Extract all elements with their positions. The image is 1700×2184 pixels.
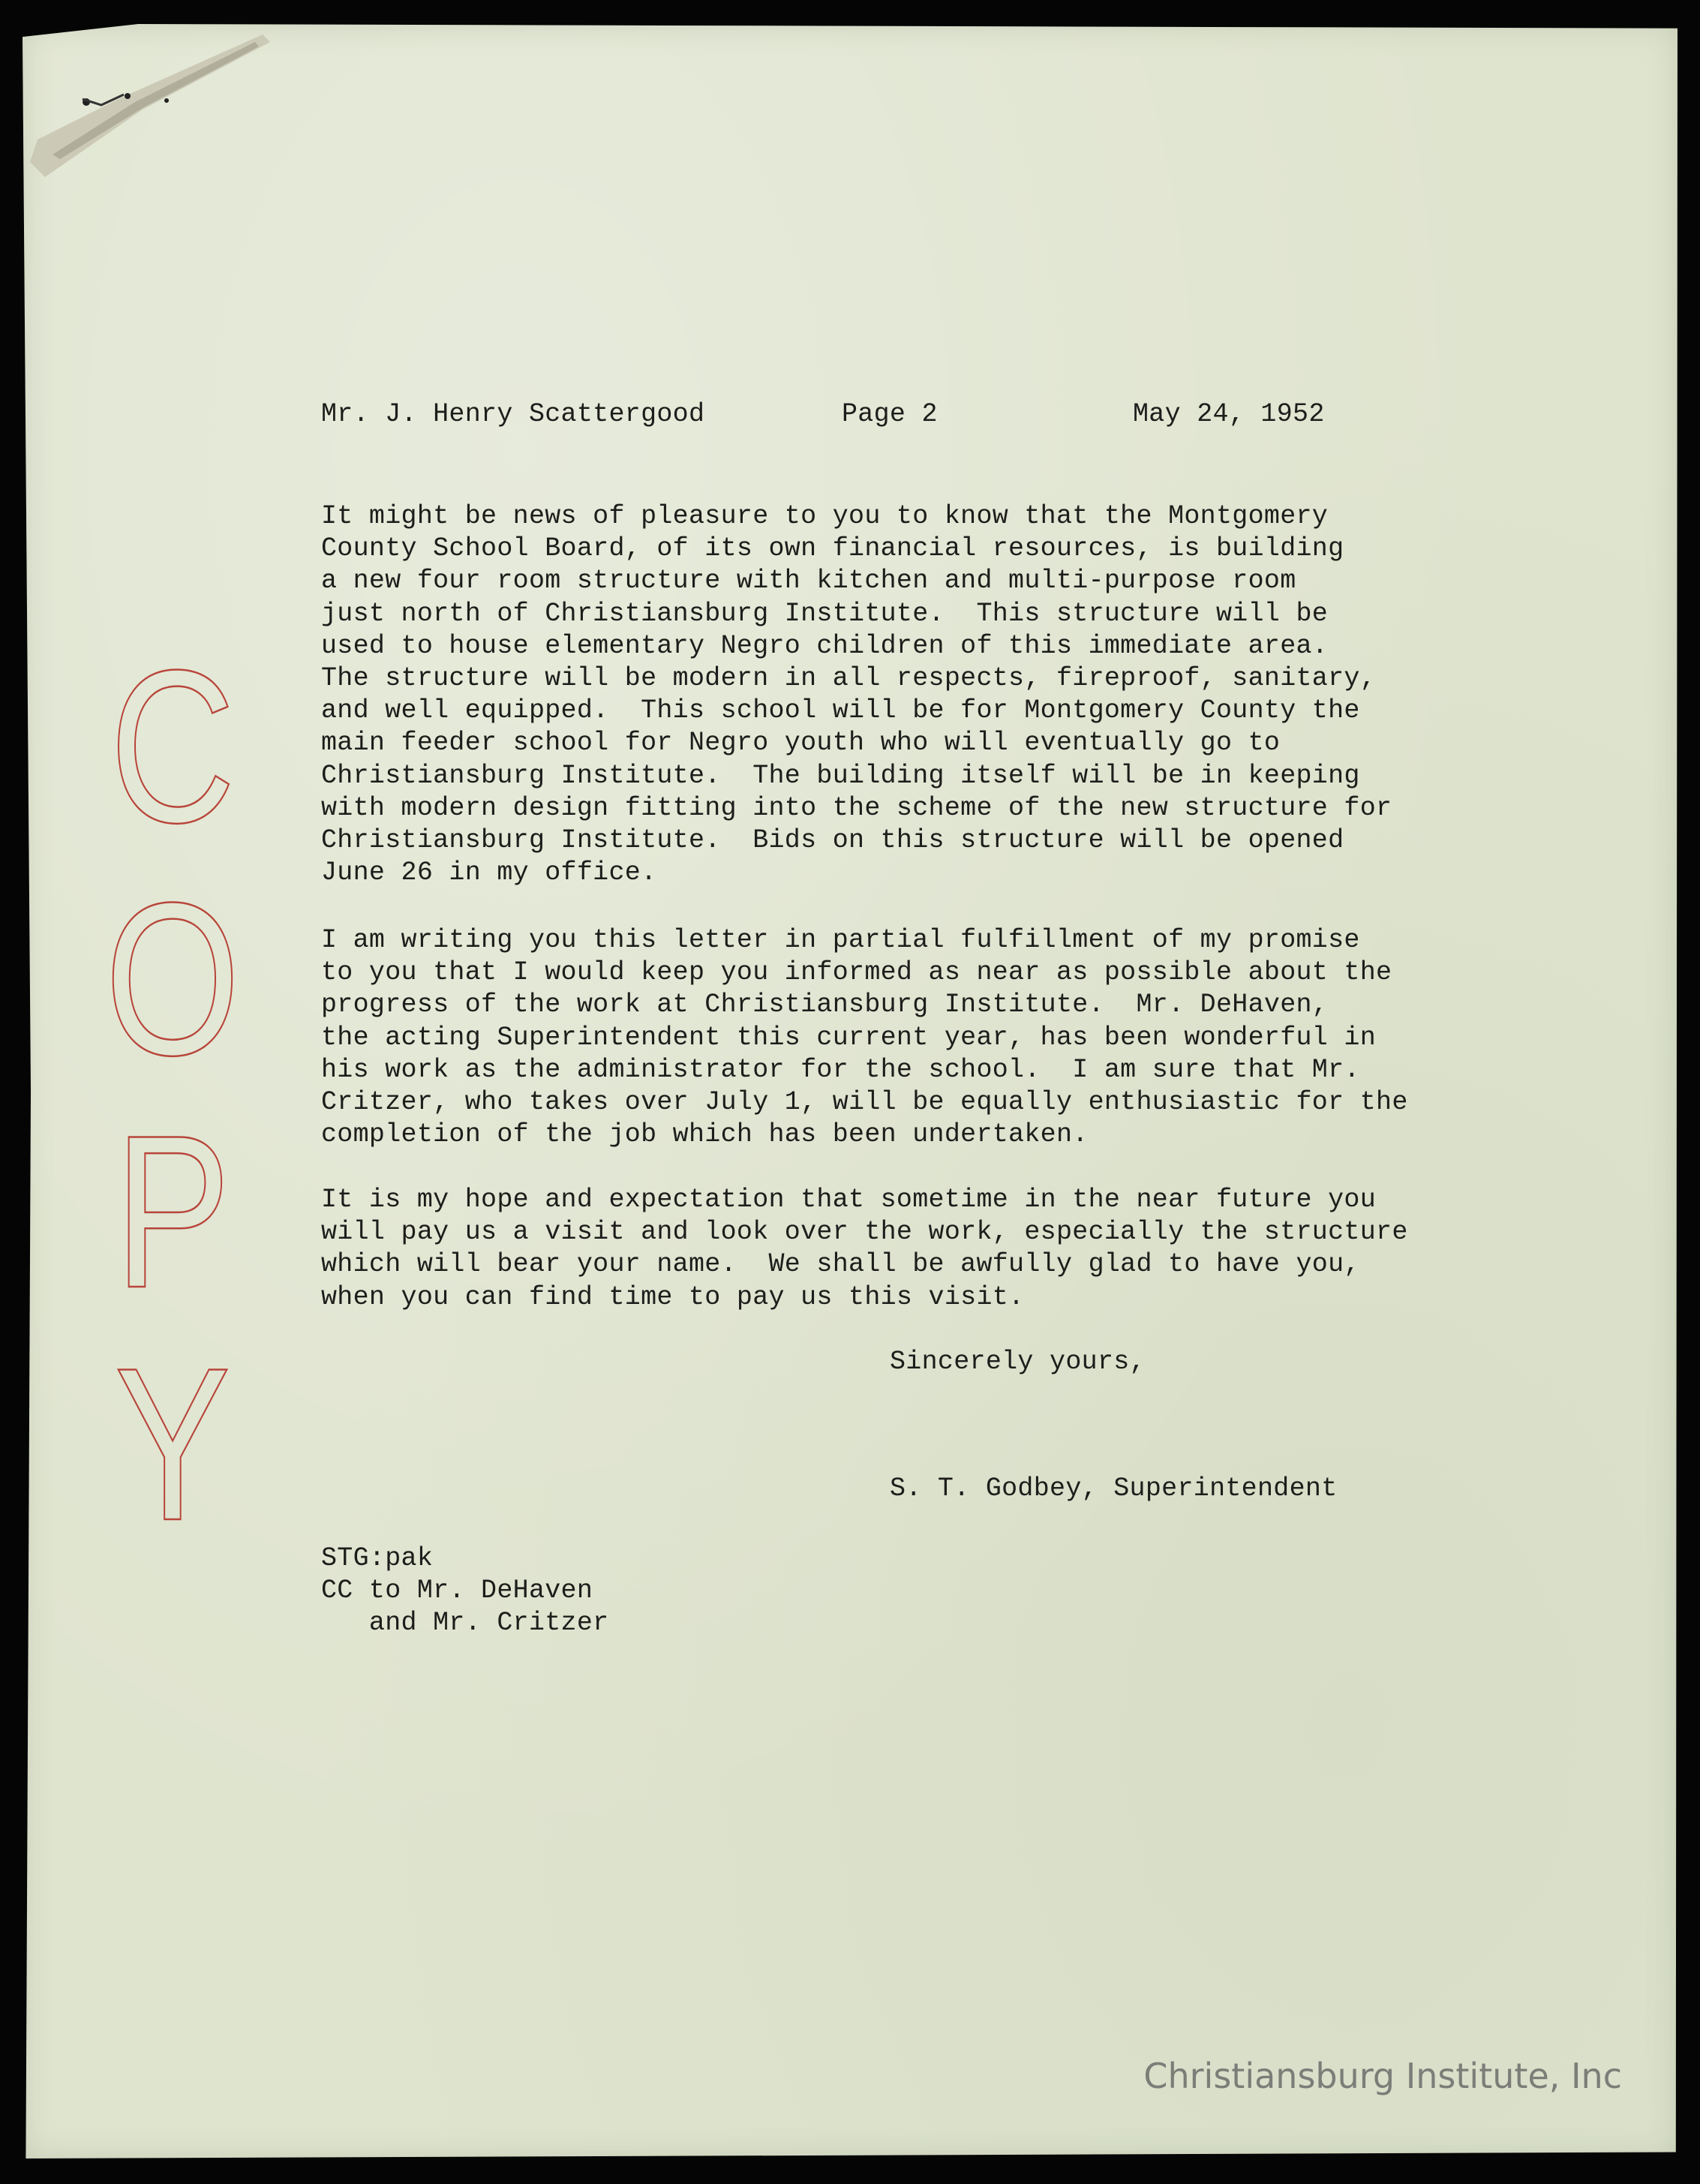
body-paragraph: It might be news of pleasure to you to know that the Montgomery County School Board, of its own financial resources, is building a new four room structure with kitchen and multi-purpose room just north of Christiansburg Institute. This structure will be used to house elementary Negro children of this immediate area. The structure will be modern in all respects, fireproof, sanitary, and well equipped. This school will be for Montgomery County the main feeder school for Negro youth who will eventually go to Christiansburg Institute. The building itself will be in keeping with modern design fitting into the scheme of the new structure for Christiansburg Institute. Bids on this structure will be opened June 26 in my office. <box>321 501 1392 888</box>
copy-stamp-letter: C <box>110 624 236 868</box>
body-paragraph: I am writing you this letter in partial fulfillment of my promise to you that I would keep you informed as near as possible about the progress of the work at Christiansburg Institute. Mr. DeHaven, the acting Superintendent this current year, has been wonderful in his work as the administrator for the school. I am sure that Mr. Critzer, who takes over July 1, will be equally enthusiastic for the completion of the job which has been undertaken. <box>321 925 1408 1150</box>
copy-stamp-letter: P <box>114 1089 231 1333</box>
recipient-name: Mr. J. Henry Scattergood <box>321 399 705 429</box>
archive-watermark: Christiansburg Institute, Inc <box>1143 2056 1622 2096</box>
reference-block <box>321 1543 608 1639</box>
letter-date: May 24, 1952 <box>1133 399 1325 429</box>
copy-stamp-letter: Y <box>114 1322 231 1566</box>
copy-stamp <box>104 624 241 1566</box>
staple-mark-icon <box>30 27 278 177</box>
signature-line: S. T. Godbey, Superintendent <box>890 1474 1338 1504</box>
copy-stamp-letter: O <box>104 857 241 1101</box>
reference-initials: STG:pak <box>321 1543 434 1573</box>
cc-line: CC to Mr. DeHaven <box>321 1576 593 1606</box>
page-number: Page 2 <box>842 399 938 429</box>
closing-salutation: Sincerely yours, <box>890 1347 1146 1377</box>
body-paragraph: It is my hope and expectation that sometime in the near future you will pay us a visit and look over the work, especially the structure which will bear your name. We shall be awfully glad to have you, when you can find time to pay us this visit. <box>321 1185 1408 1312</box>
cc-line: and Mr. Critzer <box>321 1608 609 1638</box>
